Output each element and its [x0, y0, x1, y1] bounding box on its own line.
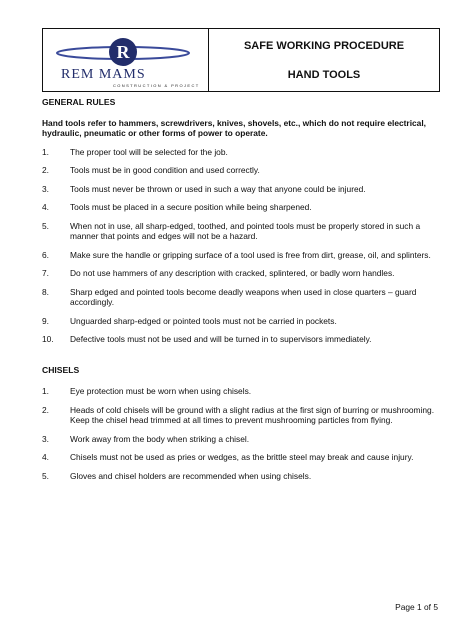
list-item: [42, 165, 438, 176]
general-rules-list: [42, 147, 438, 345]
title-block: [209, 29, 439, 91]
document-subtitle: HAND TOOLS: [287, 68, 361, 81]
general-rules-intro: Hand tools refer to hammers, screwdrivers, knives, shovels, etc., which do not require electrical, hydraulic, pneumatic or other forms of power to operate.: [42, 117, 426, 138]
logo-emblem-icon: [55, 37, 195, 71]
list-item-number: 3.: [42, 183, 49, 194]
company-logo: [43, 29, 209, 91]
list-item: [42, 268, 438, 279]
list-item-text: Tools must be in good condition and used correctly.: [70, 165, 260, 175]
list-item-text: Unguarded sharp-edged or pointed tools must not be carried in pockets.: [70, 315, 337, 326]
list-item-number: 7.: [42, 268, 49, 278]
list-item: [42, 405, 438, 426]
list-item-text: Tools must be placed in a secure position while being sharpened.: [70, 202, 312, 212]
list-item: [42, 287, 438, 308]
list-item: [42, 434, 438, 445]
logo-tagline: CONSTRUCTION & PROJECT: [113, 83, 200, 88]
list-item-text: Sharp edged and pointed tools become deadly weapons when used in close quarters – guard accordingly.: [70, 286, 417, 307]
list-item-text: Chisels must not be used as pries or wedges, as the brittle steel may break and cause injury.: [70, 452, 414, 462]
list-item-text: Heads of cold chisels will be ground with a slight radius at the first sign of burring or mushrooming. Keep the chisel head trimmed at all times to prevent mushrooming particles from flying.: [70, 404, 435, 425]
list-item-text: Eye protection must be worn when using chisels.: [70, 386, 252, 396]
list-item: [42, 316, 438, 327]
list-item: [42, 147, 438, 158]
list-item-number: 1.: [42, 386, 49, 396]
list-item-text: Defective tools must not be used and will be turned in to supervisors immediately.: [70, 334, 372, 344]
list-item-text: Make sure the handle or gripping surface of a tool used is free from dirt, grease, oil, and splinters.: [70, 249, 431, 260]
document-body: [42, 97, 438, 481]
chisels-heading: CHISELS: [42, 364, 80, 375]
list-item-number: 2.: [42, 404, 49, 415]
general-rules-heading: GENERAL RULES: [42, 97, 116, 107]
logo-wordmark: REM MAMS: [61, 67, 146, 82]
list-item-text: When not in use, all sharp-edged, toothed, and pointed tools must be properly stored in such a manner that points and edges will not be a hazard.: [70, 220, 421, 241]
list-item-text: The proper tool will be selected for the job.: [70, 146, 228, 157]
list-item-text: Gloves and chisel holders are recommended when using chisels.: [70, 470, 312, 481]
document-title: SAFE WORKING PROCEDURE: [243, 39, 405, 52]
list-item: [42, 221, 438, 242]
list-item: [42, 184, 438, 195]
list-item-text: Tools must never be thrown or used in such a way that anyone could be injured.: [70, 183, 366, 194]
list-item: [42, 250, 438, 261]
list-item: [42, 452, 438, 463]
list-item-number: 5.: [42, 220, 49, 231]
list-item: [42, 334, 438, 345]
list-item: [42, 471, 438, 482]
list-item-number: 1.: [42, 146, 49, 157]
list-item: [42, 386, 438, 397]
list-item-number: 9.: [42, 315, 49, 326]
list-item-text: Do not use hammers of any description with cracked, splintered, or badly worn handles.: [70, 268, 395, 278]
list-item: [42, 202, 438, 213]
list-item-number: 6.: [42, 249, 49, 260]
list-item-text: Work away from the body when striking a chisel.: [70, 433, 250, 444]
page-number: Page 1 of 5: [395, 602, 438, 612]
list-item-number: 3.: [42, 433, 49, 444]
list-item-number: 5.: [42, 470, 49, 481]
logo-letter: R: [116, 42, 130, 62]
list-item-number: 10.: [42, 334, 54, 344]
list-item-number: 4.: [42, 202, 49, 212]
document-header: [42, 28, 440, 92]
list-item-number: 4.: [42, 452, 49, 462]
list-item-number: 8.: [42, 286, 49, 297]
chisels-list: [42, 386, 438, 481]
list-item-number: 2.: [42, 165, 49, 175]
